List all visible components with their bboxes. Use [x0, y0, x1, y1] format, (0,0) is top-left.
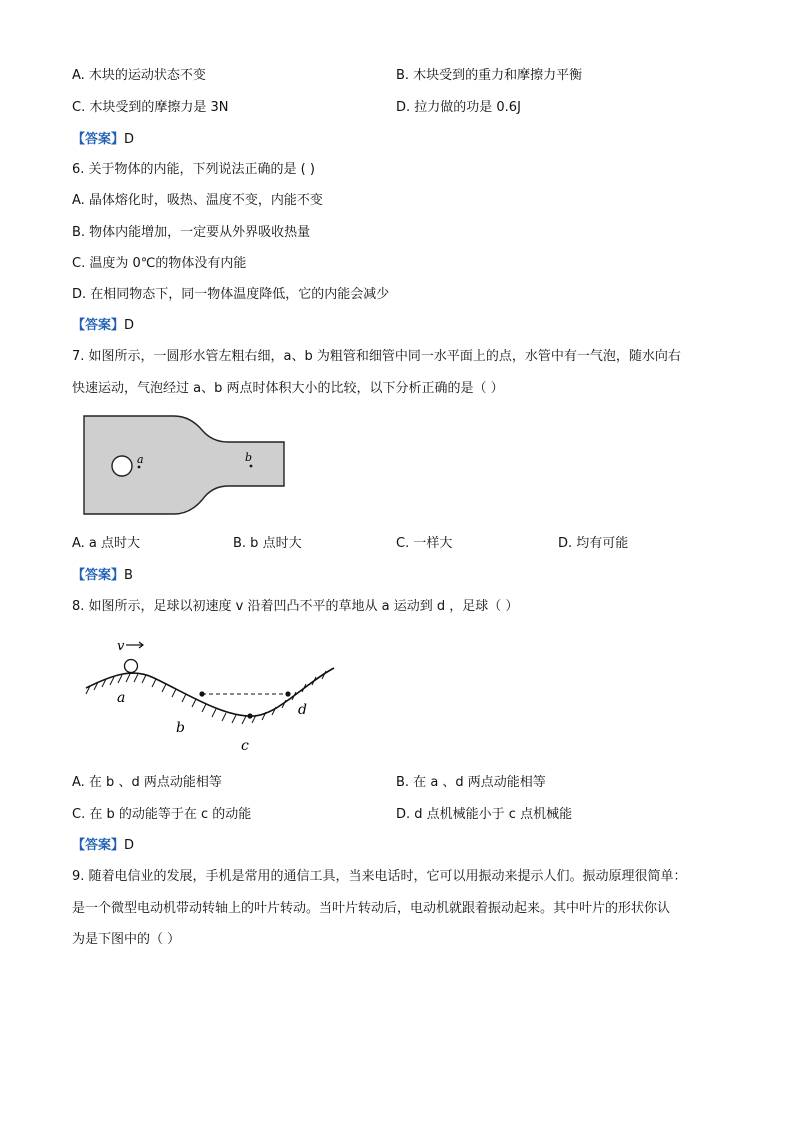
- q7-stem-line2: 快速运动，气泡经过 a、b 两点时体积大小的比较，以下分析正确的是（ ）: [72, 381, 504, 396]
- q7-answer: [72, 567, 133, 585]
- q7-stem-line1: 7. 如图所示，一圆形水管左粗右细，a、b 为粗管和细管中同一水平面上的点，水管中有一气泡，随水向右: [72, 349, 681, 364]
- air-bubble: [112, 456, 132, 476]
- label-c: c: [241, 738, 249, 754]
- q9-line3: 为是下图中的（ ）: [72, 932, 181, 947]
- q9-line1: 9. 随着电信业的发展，手机是常用的通信工具，当来电话时，它可以用振动来提示人们。振动原理很简单：: [72, 869, 687, 884]
- point-c-dot: [247, 713, 252, 718]
- ball: [125, 660, 138, 673]
- answer-value: D: [124, 838, 135, 853]
- answer-value: B: [124, 568, 133, 583]
- q7-pipe-figure: [82, 412, 288, 524]
- q8-ground-figure: [84, 634, 342, 760]
- answer-value: D: [124, 318, 135, 333]
- q8-answer: [72, 837, 134, 855]
- answer-label: 【答案】: [72, 838, 125, 853]
- q7-option-b: B. b 点时大: [233, 536, 302, 551]
- q8-option-d: D. d 点机械能小于 c 点机械能: [396, 807, 573, 822]
- q8-stem: 8. 如图所示，足球以初速度 v 沿着凹凸不平的草地从 a 运动到 d ，足球（ ）: [72, 599, 519, 614]
- label-a: a: [117, 690, 126, 706]
- q6-option-d: D. 在相同物态下，同一物体温度降低，它的内能会减少: [72, 287, 390, 302]
- q5-option-b: B. 木块受到的重力和摩擦力平衡: [396, 68, 583, 83]
- q5-answer: [72, 131, 134, 149]
- q6-option-a: A. 晶体熔化时，吸热、温度不变，内能不变: [72, 193, 323, 208]
- point-b: [250, 465, 253, 468]
- q6-option-c: C. 温度为 0℃的物体没有内能: [72, 256, 247, 271]
- q5-option-d: D. 拉力做的功是 0.6J: [396, 100, 521, 115]
- label-d: d: [298, 702, 307, 718]
- q7-option-c: C. 一样大: [396, 536, 453, 551]
- q6-answer: [72, 317, 134, 335]
- q8-option-c: C. 在 b 的动能等于在 c 的动能: [72, 807, 252, 822]
- q7-option-d: D. 均有可能: [558, 536, 629, 551]
- q8-option-a: A. 在 b 、d 两点动能相等: [72, 775, 222, 790]
- q6-option-b: B. 物体内能增加，一定要从外界吸收热量: [72, 225, 311, 240]
- label-v: v: [117, 639, 125, 654]
- q8-option-b: B. 在 a 、d 两点动能相等: [396, 775, 546, 790]
- answer-label: 【答案】: [72, 568, 125, 583]
- label-b: b: [245, 451, 253, 464]
- label-b: b: [176, 720, 185, 736]
- point-d-dot: [285, 691, 290, 696]
- answer-label: 【答案】: [72, 132, 125, 147]
- q9-line2: 是一个微型电动机带动转轴上的叶片转动。当叶片转动后，电动机就跟着振动起来。其中叶片的形状你认: [72, 901, 671, 916]
- q5-option-a: A. 木块的运动状态不变: [72, 68, 206, 83]
- q7-option-a: A. a 点时大: [72, 536, 141, 551]
- answer-value: D: [124, 132, 135, 147]
- q6-stem: 6. 关于物体的内能，下列说法正确的是 ( ): [72, 162, 315, 177]
- point-b-dot: [199, 691, 204, 696]
- point-a: [138, 466, 141, 469]
- q5-option-c: C. 木块受到的摩擦力是 3N: [72, 100, 229, 115]
- label-a: a: [137, 453, 144, 466]
- answer-label: 【答案】: [72, 318, 125, 333]
